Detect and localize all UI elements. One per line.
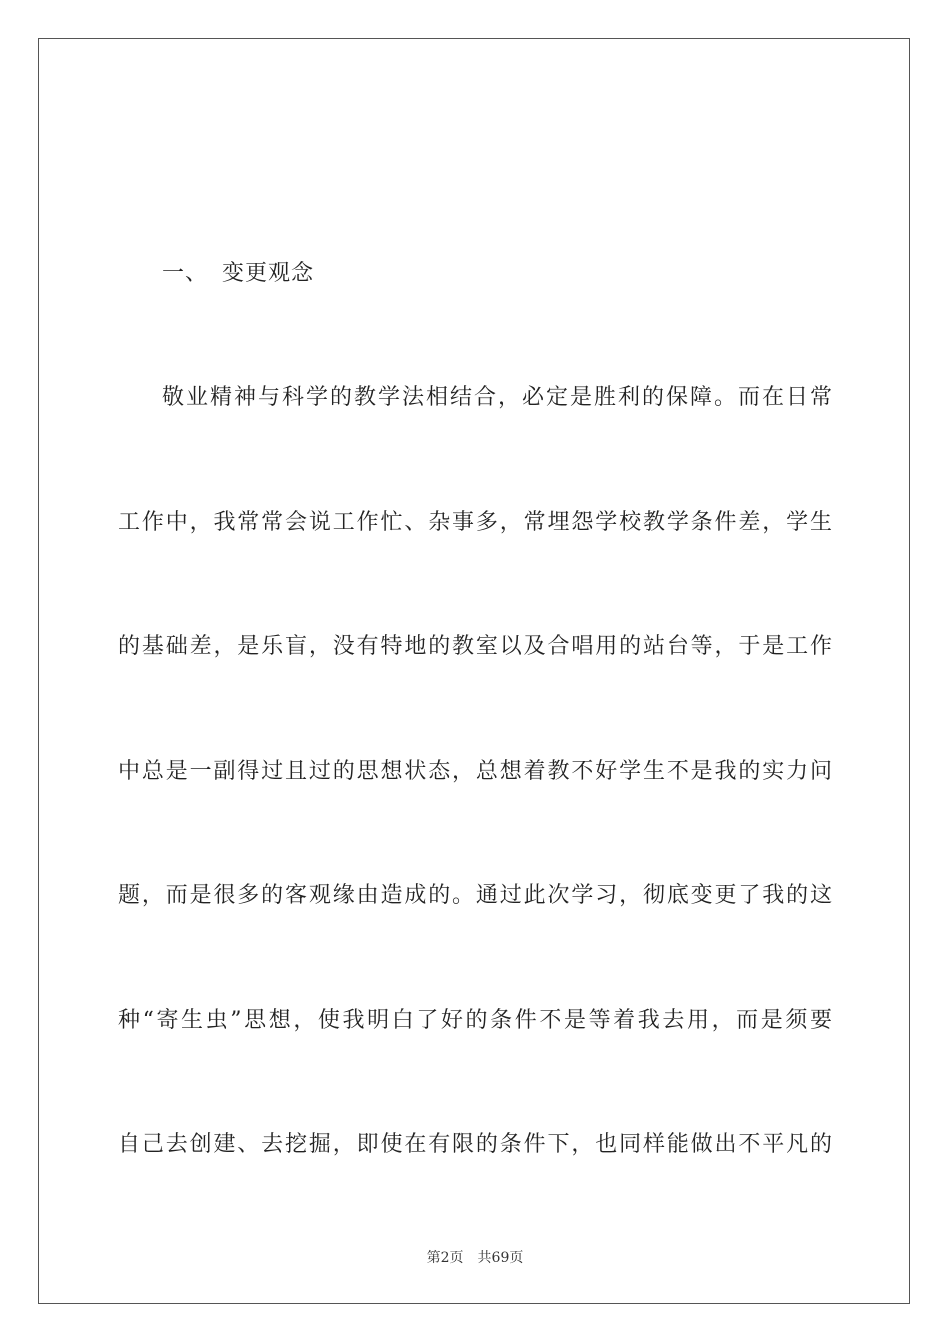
section-title: 变更观念: [222, 261, 315, 286]
paragraph-line: 题，而是很多的客观缘由造成的。通过此次学习，彻底变更了我的这: [118, 883, 832, 908]
paragraph-line: 自己去创建、去挖掘，即使在有限的条件下，也同样能做出不平凡的: [118, 1132, 832, 1157]
section-heading: [162, 259, 314, 289]
paragraph-line: 的基础差，是乐盲，没有特地的教室以及合唱用的站台等，于是工作: [118, 634, 832, 659]
paragraph-line: 种“寄生虫”思想，使我明白了好的条件不是等着我去用，而是须要: [118, 1008, 832, 1033]
paragraph-line: 敬业精神与科学的教学法相结合，必定是胜利的保障。而在日常: [162, 385, 832, 410]
page-footer: [0, 1248, 950, 1268]
paragraph-line: 工作中，我常常会说工作忙、杂事多，常埋怨学校教学条件差，学生: [118, 510, 832, 535]
section-number: 一、: [162, 261, 209, 286]
paragraph-line: 中总是一副得过且过的思想状态，总想着教不好学生不是我的实力问: [118, 759, 832, 784]
total-pages: 共69页: [477, 1250, 524, 1266]
page-number: 第2页: [426, 1250, 464, 1266]
page-border: [38, 38, 910, 1304]
